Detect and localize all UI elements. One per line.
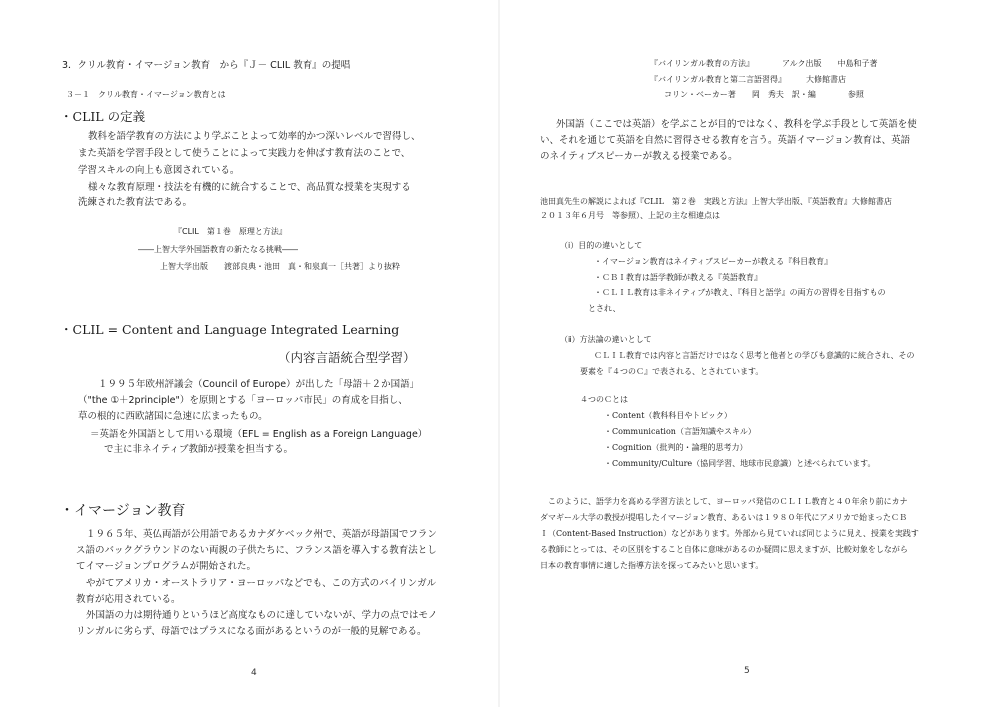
conclusion-line: 日本の教育事情に適した指導方法を探ってみたいと思います。: [540, 561, 764, 570]
immersion-line: やがてアメリカ・オーストラリア・ヨーロッパなどでも、この方式のバイリンガル: [86, 578, 437, 589]
four-c-item: ・Communication（言語知識やスキル）: [604, 427, 756, 436]
clil-def-line: 教科を語学教育の方法により学ぶことよって効率的かつ深いレベルで習得し、: [88, 131, 421, 142]
clil-body-line: （"the ①＋2principle"）を原則とする「ヨーロッパ市民」の育成を目指し、: [78, 395, 408, 406]
conclusion-line: このように、語学力を高める学習方法として、ヨーロッパ発信のＣＬＩＬ教育と４０年余り前にカナ: [548, 497, 908, 506]
method-title: （ⅱ）方法論の違いとして: [560, 335, 652, 344]
clil-acronym-title: ・CLIL = Content and Language Integrated Learning: [60, 322, 400, 337]
immersion-line: てイマージョンプログラムが開始された。: [76, 561, 257, 572]
immersion-line: 外国語の力は期待通りというほど高度なものに達していないが、学力の点ではモノ: [86, 610, 438, 621]
clil-body-line: 草の根的に西欧諸国に急速に広まったもの。: [78, 411, 268, 422]
clil-def-line: 様々な教育原理・技法を有機的に統合することで、高品質な授業を実現する: [88, 182, 411, 193]
immersion-line: ス語のバックグラウンドのない両親の子供たちに、フランス語を導入する教育法とし: [76, 545, 437, 556]
immersion-line: １９６５年、英仏両語が公用語であるカナダケベック州で、英語が母語国でフラン: [86, 529, 437, 540]
clil-def-line: また英語を学習手段として使うことによって実践力を伸ばす教育法のことで、: [78, 148, 411, 159]
conclusion-line: Ｉ（Content-Based Instruction）などがあります。外部から見ていれば同じように見え、授業を実践す: [540, 529, 919, 538]
reference-line: 『バイリンガル教育と第二言語習得』 大修館書店: [650, 75, 846, 84]
ikeda-line: ２０１３年６月号 等参照）、上記の主な相違点は: [540, 211, 720, 220]
immersion-line: リンガルに劣らず、母語ではプラスになる面があるというのが一般的見解である。: [76, 626, 427, 637]
conclusion-line: ダマギール大学の教授が提唱したイマージョン教育、あるいは１９８０年代にアメリカで始まったＣＢ: [540, 513, 907, 522]
clil-body-line: で主に非ネイティブ教師が授業を担当する。: [104, 444, 294, 455]
reference-line: コリン・ベーカー著 岡 秀夫 訳・編 参照: [664, 90, 864, 99]
right-page: [500, 0, 1000, 707]
purpose-title: （ⅰ）目的の違いとして: [560, 241, 643, 250]
reference-line: 『バイリンガル教育の方法』 アルク出版 中島和子著: [650, 59, 878, 68]
section-heading: 3．クリル教育・イマージョン教育 から『Ｊ－ CLIL 教育』の提唱: [62, 60, 351, 71]
page-number: 4: [251, 668, 257, 678]
four-c-item: ・Content（教科科目やトピック）: [604, 411, 732, 420]
page-number: 5: [744, 666, 750, 676]
purpose-item: ・ＣＢＩ教育は語学教師が教える『英語教育』: [594, 273, 762, 282]
clil-body-line: １９９５年欧州評議会（Council of Europe）が出した「母語＋２か国語」: [98, 379, 420, 390]
clil-acronym-japanese: （内容言語統合型学習）: [278, 350, 416, 365]
immersion-line: 教育が応用されている。: [76, 594, 181, 605]
method-line: 要素を『４つのＣ』で表される、とされています。: [580, 367, 764, 376]
subsection-heading: ３－１ クリル教育・イマージョン教育とは: [66, 90, 226, 99]
four-c-title: ４つのＣとは: [580, 395, 628, 404]
purpose-item: ・ＣＬＩＬ教育は非ネイティブが教え、『科目と語学』の両方の習得を目指すもの: [594, 288, 886, 297]
clil-def-line: 学習スキルの向上も意図されている。: [78, 165, 240, 176]
citation-authors: 上智大学出版 渡部良典・池田 真・和泉真一［共著］より抜粋: [160, 262, 400, 271]
clil-definition-title: ・CLIL の定義: [60, 109, 146, 124]
intro-line: のネイティブスピーカーが教える授業である。: [540, 151, 738, 162]
four-c-item: ・Community/Culture（協同学習、地球市民意識）と述べられています。: [604, 459, 876, 468]
purpose-item: とされ、: [588, 304, 621, 313]
immersion-title: ・イマージョン教育: [60, 503, 186, 519]
purpose-item: ・イマージョン教育はネイティブスピーカーが教える『科目教育』: [594, 257, 833, 266]
conclusion-line: る教師にとっては、その区別をすること自体に意味があるのか疑問に思えますが、比較対象をしながら: [540, 545, 908, 554]
intro-line: 外国語（ここでは英語）を学ぶことが目的ではなく、教科を学ぶ手段として英語を使: [556, 119, 917, 130]
clil-body-line: ＝英語を外国語として用いる環境（EFL = English as a Foreign Language）: [90, 429, 428, 440]
clil-def-line: 洗練された教育法である。: [78, 197, 193, 208]
intro-line: い、それを通じて英語を自然に習得させる教育を言う。英語イマージョン教育は、英語: [540, 135, 911, 146]
citation-subtitle: ――上智大学外国語教育の新たなる挑戦――: [138, 245, 298, 254]
ikeda-line: 池田真先生の解説によれば『CLIL 第２巻 実践と方法』上智大学出版、『英語教育』大修館書店: [540, 197, 892, 206]
method-line: ＣＬＩＬ教育では内容と言語だけではなく思考と他者との学びも意識的に統合され、その: [594, 351, 915, 360]
citation-title: 『CLIL 第１巻 原理と方法』: [174, 227, 287, 236]
four-c-item: ・Cognition（批判的・論理的思考力）: [604, 443, 748, 452]
